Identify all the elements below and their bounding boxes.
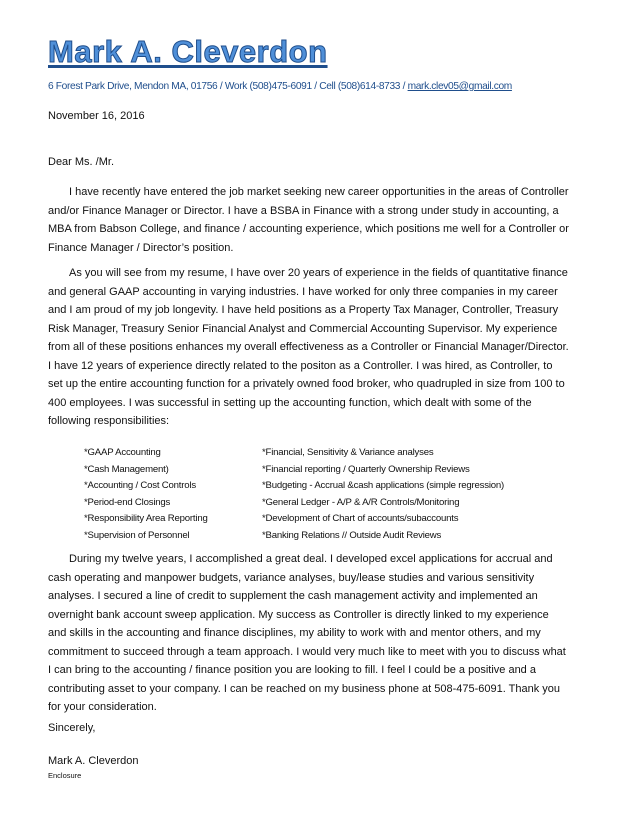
list-item: *Accounting / Cost Controls — [84, 480, 196, 491]
list-item: *Period-end Closings — [84, 496, 171, 508]
list-item: *GAAP Accounting — [84, 447, 161, 458]
list-item: *Financial, Sensitivity & Variance analyses — [262, 447, 434, 458]
list-item: *General Ledger - A/P & A/R Controls/Monitoring — [262, 496, 460, 508]
list-item: *Cash Management) — [84, 463, 169, 475]
email-link[interactable]: mark.clev05@gmail.com — [407, 81, 512, 92]
paragraph-intro: I have recently have entered the job market seeking new career opportunities in the areas of Controller and/or Finance Manager or Director. I have a BSBA in Finance with a strong under study in accounting, a MBA from Babson College, and finance / accounting experience, which positions me well for a Controller or Finance Manager / Director’s position. — [48, 186, 569, 254]
responsibilities-right-list — [262, 445, 504, 544]
letter-date: November 16, 2016 — [48, 110, 145, 122]
list-item: *Financial reporting / Quarterly Ownership Reviews — [262, 463, 470, 475]
list-item: *Supervision of Personnel — [84, 529, 190, 541]
list-item: *Responsibility Area Reporting — [84, 513, 208, 524]
contact-line — [48, 81, 512, 92]
enclosure-note: Enclosure — [48, 771, 82, 780]
salutation: Dear Ms. /Mr. — [48, 156, 115, 168]
signer-name: Mark A. Cleverdon — [48, 755, 139, 767]
list-item: *Budgeting - Accrual &cash applications (simple regression) — [262, 480, 505, 491]
responsibilities-left-list — [84, 445, 208, 544]
paragraph-experience: As you will see from my resume, I have over 20 years of experience in the fields of quantitative finance and general GAAP accounting in varying industries. I have worked for only three companies in my career and I am proud of my job longevity. I have held positions as a Property Tax Manager, Controller, Treasury Risk Manager, Treasury Senior Financial Analyst and Commercial Accounting Supervisor. My experience from all of these positions enhances my overall effectiveness as a Controller or Financial Manager/Director. I have 12 years of experience directly related to the positon as a Controller. I was hired, as Controller, to set up the entire accounting function for a privately owned food broker, who quadrupled in size from 100 to 400 employees. I was successful in setting up the accounting function, which dealt with some of the following responsibilities: — [48, 267, 569, 427]
closing: Sincerely, — [48, 722, 96, 734]
sender-name: Mark A. Cleverdon — [48, 34, 328, 69]
list-item: *Banking Relations // Outside Audit Reviews — [262, 529, 442, 541]
contact-details: 6 Forest Park Drive, Mendon MA, 01756 / Work (508)475-6091 / Cell (508)614-8733 / — [48, 81, 408, 92]
list-item: *Development of Chart of accounts/subaccounts — [262, 513, 459, 524]
paragraph-accomplishments: During my twelve years, I accomplished a great deal. I developed excel applications for accrual and cash operating and manpower budgets, variance analyses, buy/lease studies and various sensitivity analyses. I secured a line of credit to supplement the cash management activity and implemented an overnight bank account sweep application. My success as Controller is directly linked to my experience and skills in the accounting and finance disciplines, my ability to work with and mentor others, and my commitment to succeed through a team approach. I would very much like to meet with you to discuss what I can bring to the accounting / finance position you are looking to fill. I feel I could be a positive and a contributing asset to your company. I can be reached on my business phone at 508-475-6091. Thank you for your consideration. — [48, 553, 566, 713]
